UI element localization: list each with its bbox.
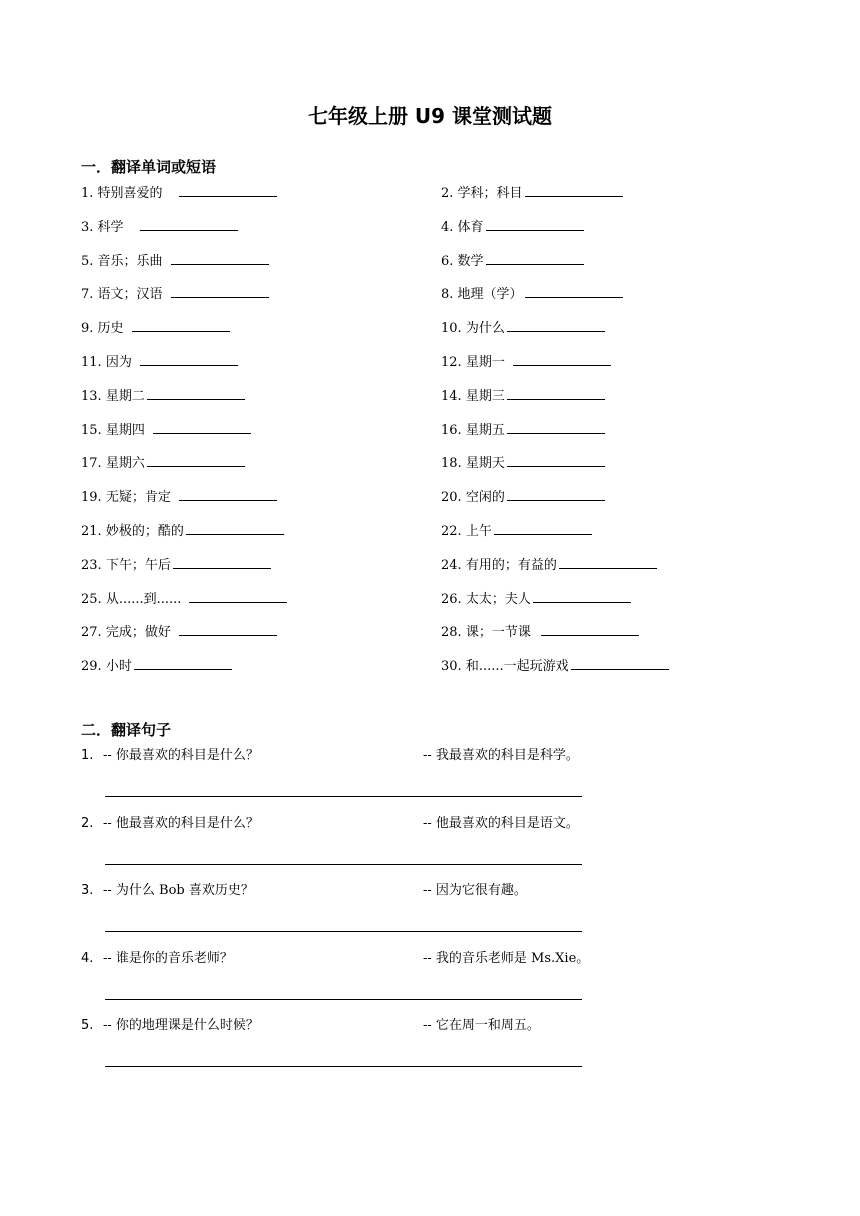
item-number: 12. bbox=[441, 354, 462, 370]
vocab-item bbox=[441, 218, 781, 252]
item-text: 语文；汉语 bbox=[97, 287, 163, 303]
item-text: 星期六 bbox=[105, 456, 145, 472]
sentence-list bbox=[81, 745, 781, 1083]
item-number: 1. bbox=[81, 186, 94, 201]
answer-blank[interactable] bbox=[189, 590, 287, 603]
item-text: 下午；午后 bbox=[105, 557, 171, 573]
item-text: 数学 bbox=[457, 253, 484, 269]
section-heading-vocabulary: 一．翻译单词或短语 bbox=[81, 158, 217, 176]
answer-blank[interactable] bbox=[173, 556, 271, 569]
item-text: 星期二 bbox=[105, 388, 145, 404]
answer-blank[interactable] bbox=[153, 421, 251, 434]
item-number: 13. bbox=[81, 388, 102, 404]
item-number: 18. bbox=[441, 456, 462, 472]
vocab-item bbox=[441, 252, 781, 286]
answer-blank[interactable] bbox=[171, 252, 269, 265]
item-number: 5. bbox=[81, 253, 94, 269]
item-number: 9. bbox=[81, 321, 94, 337]
item-text: 为什么 bbox=[465, 321, 505, 337]
item-number: 11. bbox=[81, 354, 102, 370]
vocab-item bbox=[441, 623, 781, 657]
answer-line[interactable] bbox=[105, 864, 582, 865]
sentence-item bbox=[81, 880, 781, 948]
vocab-item bbox=[81, 454, 441, 488]
answer-line[interactable] bbox=[105, 796, 582, 797]
question-text: -- 你的地理课是什么时候？ bbox=[103, 1018, 259, 1033]
item-number: 14. bbox=[441, 388, 462, 404]
answer-blank[interactable] bbox=[507, 319, 605, 332]
item-text: 星期一 bbox=[465, 354, 505, 370]
item-text: 太太；夫人 bbox=[465, 591, 531, 607]
vocab-item bbox=[81, 285, 441, 319]
answer-line[interactable] bbox=[105, 931, 582, 932]
vocab-item bbox=[441, 488, 781, 522]
vocab-item bbox=[81, 319, 441, 353]
item-number: 7. bbox=[81, 287, 94, 303]
question-text: -- 为什么 Bob 喜欢历史？ bbox=[103, 883, 254, 898]
item-text: 星期四 bbox=[105, 422, 145, 438]
question-text: -- 谁是你的音乐老师？ bbox=[103, 950, 233, 966]
item-number: 17. bbox=[81, 456, 102, 472]
answer-blank[interactable] bbox=[507, 454, 605, 467]
answer-blank[interactable] bbox=[140, 218, 238, 231]
item-text: 从......到...... bbox=[105, 591, 182, 607]
answer-blank[interactable] bbox=[494, 522, 592, 535]
answer-blank[interactable] bbox=[513, 353, 611, 366]
answer-blank[interactable] bbox=[533, 590, 631, 603]
vocab-item bbox=[441, 657, 781, 691]
item-number: 5. bbox=[81, 1018, 94, 1033]
item-text: 有用的；有益的 bbox=[465, 557, 557, 573]
vocab-item bbox=[441, 454, 781, 488]
answer-blank[interactable] bbox=[179, 623, 277, 636]
answer-blank[interactable] bbox=[541, 623, 639, 636]
item-text: 完成；做好 bbox=[105, 625, 171, 641]
item-text: 无疑；肯定 bbox=[105, 490, 171, 506]
answer-line[interactable] bbox=[105, 1066, 582, 1067]
item-text: 小时 bbox=[105, 659, 132, 675]
item-number: 21. bbox=[81, 523, 102, 539]
answer-blank[interactable] bbox=[134, 657, 232, 670]
item-number: 1. bbox=[81, 748, 94, 763]
answer-text: -- 因为它很有趣。 bbox=[423, 883, 527, 898]
item-number: 24. bbox=[441, 557, 462, 573]
item-text: 上午 bbox=[465, 523, 492, 539]
answer-blank[interactable] bbox=[507, 387, 605, 400]
item-text: 科学 bbox=[97, 219, 124, 235]
answer-text: -- 它在周一和周五。 bbox=[423, 1018, 540, 1033]
answer-blank[interactable] bbox=[486, 218, 584, 231]
vocab-item bbox=[81, 657, 441, 691]
item-text: 因为 bbox=[105, 354, 132, 370]
vocab-item bbox=[441, 522, 781, 556]
question-text: -- 你最喜欢的科目是什么？ bbox=[103, 748, 259, 763]
item-text: 星期三 bbox=[465, 388, 505, 404]
vocab-item bbox=[81, 522, 441, 556]
sentence-item bbox=[81, 745, 781, 813]
answer-blank[interactable] bbox=[525, 184, 623, 197]
item-text: 空闲的 bbox=[465, 490, 505, 506]
answer-blank[interactable] bbox=[171, 285, 269, 298]
vocab-item bbox=[81, 184, 441, 218]
item-number: 3. bbox=[81, 219, 94, 235]
item-text: 妙极的；酷的 bbox=[105, 523, 184, 539]
item-number: 4. bbox=[81, 950, 94, 966]
item-text: 星期五 bbox=[465, 422, 505, 438]
vocab-item bbox=[441, 319, 781, 353]
item-text: 课；一节课 bbox=[465, 625, 531, 641]
vocab-item bbox=[81, 590, 441, 624]
answer-blank[interactable] bbox=[486, 252, 584, 265]
vocab-item bbox=[441, 590, 781, 624]
item-text: 历史 bbox=[97, 321, 124, 337]
answer-blank[interactable] bbox=[559, 556, 657, 569]
item-text: 星期天 bbox=[465, 456, 505, 472]
item-number: 28. bbox=[441, 625, 462, 641]
answer-line[interactable] bbox=[105, 999, 582, 1000]
answer-blank[interactable] bbox=[147, 387, 245, 400]
vocabulary-list bbox=[81, 184, 781, 691]
section-heading-sentences: 二．翻译句子 bbox=[81, 721, 172, 739]
answer-blank[interactable] bbox=[147, 454, 245, 467]
item-number: 19. bbox=[81, 490, 102, 506]
item-number: 10. bbox=[441, 321, 462, 337]
vocab-item bbox=[81, 556, 441, 590]
answer-blank[interactable] bbox=[507, 421, 605, 434]
item-number: 30. bbox=[441, 659, 462, 675]
question-text: -- 他最喜欢的科目是什么？ bbox=[103, 815, 259, 831]
vocab-item bbox=[81, 488, 441, 522]
item-text: 音乐；乐曲 bbox=[97, 253, 163, 269]
vocab-item bbox=[441, 353, 781, 387]
item-number: 27. bbox=[81, 625, 102, 641]
item-number: 4. bbox=[441, 219, 454, 235]
answer-blank[interactable] bbox=[507, 488, 605, 501]
answer-text: -- 我的音乐老师是 Ms.Xie。 bbox=[423, 950, 590, 966]
answer-text: -- 我最喜欢的科目是科学。 bbox=[423, 748, 579, 763]
sentence-item bbox=[81, 1015, 781, 1083]
answer-blank[interactable] bbox=[186, 522, 284, 535]
page-title: 七年级上册 U9 课堂测试题 bbox=[307, 104, 553, 128]
vocab-item bbox=[81, 421, 441, 455]
answer-blank[interactable] bbox=[179, 184, 277, 197]
item-number: 15. bbox=[81, 422, 102, 438]
vocab-item bbox=[81, 218, 441, 252]
answer-blank[interactable] bbox=[132, 319, 230, 332]
vocab-item bbox=[81, 252, 441, 286]
item-number: 25. bbox=[81, 591, 102, 607]
vocab-item bbox=[441, 387, 781, 421]
item-text: 地理（学） bbox=[457, 287, 523, 303]
answer-blank[interactable] bbox=[525, 285, 623, 298]
vocab-item bbox=[81, 387, 441, 421]
item-number: 8. bbox=[441, 287, 454, 303]
item-text: 和......一起玩游戏 bbox=[465, 659, 569, 675]
item-text: 特别喜爱的 bbox=[97, 186, 163, 201]
vocab-item bbox=[441, 556, 781, 590]
sentence-item bbox=[81, 813, 781, 881]
vocab-item bbox=[441, 184, 781, 218]
item-number: 6. bbox=[441, 253, 454, 269]
answer-blank[interactable] bbox=[140, 353, 238, 366]
item-number: 2. bbox=[81, 815, 94, 831]
item-number: 22. bbox=[441, 523, 462, 539]
vocab-item bbox=[441, 421, 781, 455]
vocab-item bbox=[441, 285, 781, 319]
vocab-item bbox=[81, 353, 441, 387]
item-number: 26. bbox=[441, 591, 462, 607]
sentence-item bbox=[81, 948, 781, 1016]
item-number: 16. bbox=[441, 422, 462, 438]
item-text: 体育 bbox=[457, 219, 484, 235]
item-text: 学科；科目 bbox=[457, 186, 523, 201]
item-number: 23. bbox=[81, 557, 102, 573]
item-number: 20. bbox=[441, 490, 462, 506]
item-number: 29. bbox=[81, 659, 102, 675]
answer-blank[interactable] bbox=[571, 657, 669, 670]
item-number: 2. bbox=[441, 186, 454, 201]
item-number: 3. bbox=[81, 883, 94, 898]
answer-text: -- 他最喜欢的科目是语文。 bbox=[423, 815, 579, 831]
answer-blank[interactable] bbox=[179, 488, 277, 501]
vocab-item bbox=[81, 623, 441, 657]
